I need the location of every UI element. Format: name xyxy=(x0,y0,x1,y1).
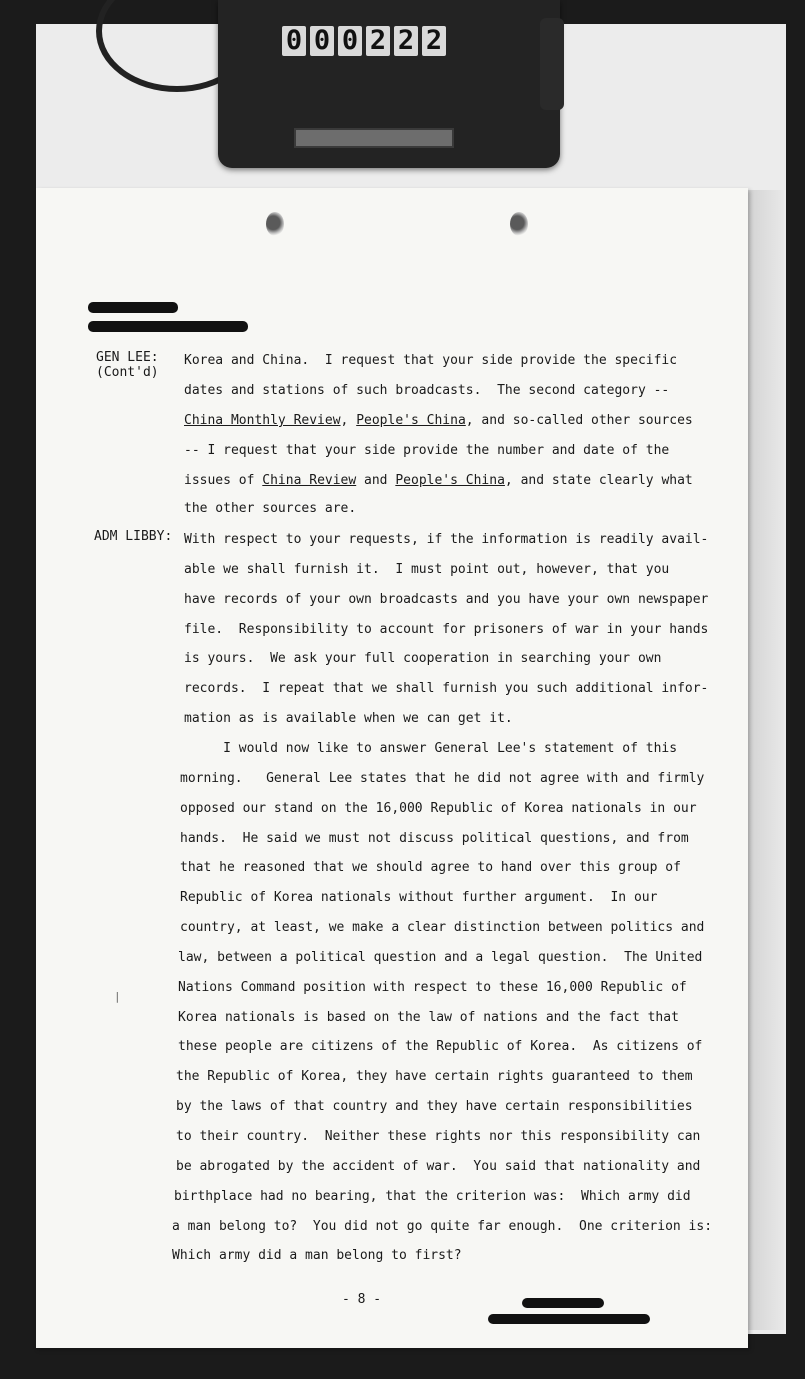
text-line: mation as is available when we can get it. xyxy=(184,711,513,726)
text-line: dates and stations of such broadcasts. The second category -- xyxy=(184,383,670,398)
counter-digit: 2 xyxy=(366,26,390,56)
text-line: by the laws of that country and they have certain responsibilities xyxy=(176,1099,693,1114)
text-line: records. I repeat that we shall furnish you such additional infor- xyxy=(184,681,709,696)
text-line: be abrogated by the accident of war. You said that nationality and xyxy=(176,1159,701,1174)
text-line: these people are citizens of the Republic of Korea. As citizens of xyxy=(178,1039,703,1054)
punch-hole-right xyxy=(510,212,528,236)
text-line: I would now like to answer General Lee's statement of this xyxy=(184,741,678,756)
text-line: Nations Command position with respect to these 16,000 Republic of xyxy=(178,980,687,995)
document-page xyxy=(36,188,748,1348)
margin-mark: | xyxy=(114,990,121,1003)
frame-counter-display xyxy=(282,26,446,56)
counter-digit: 2 xyxy=(422,26,446,56)
counter-digit: 0 xyxy=(338,26,362,56)
text-line: file. Responsibility to account for prisoners of war in your hands xyxy=(184,622,709,637)
text-line: have records of your own broadcasts and you have your own newspaper xyxy=(184,592,709,607)
punch-hole-left xyxy=(266,212,284,236)
text-line: to their country. Neither these rights nor this responsibility can xyxy=(176,1129,701,1144)
publication-title: China Monthly Review xyxy=(184,413,341,428)
page-number: - 8 - xyxy=(342,1292,382,1307)
text-line: morning. General Lee states that he did not agree with and firmly xyxy=(180,771,705,786)
text-line: -- I request that your side provide the number and date of the xyxy=(184,443,670,458)
text-line xyxy=(184,473,693,489)
counter-slot xyxy=(294,128,454,148)
text-line: the Republic of Korea, they have certain rights guaranteed to them xyxy=(176,1069,693,1084)
speaker-label: ADM LIBBY: xyxy=(94,529,173,544)
publication-title: China Review xyxy=(262,473,357,488)
speaker-label: GEN LEE: xyxy=(96,350,159,365)
text-line: Which army did a man belong to first? xyxy=(172,1248,462,1263)
text-line: is yours. We ask your full cooperation in searching your own xyxy=(184,651,662,666)
counter-knob xyxy=(540,18,564,110)
text-fragment: , and state clearly what xyxy=(504,473,693,488)
text-line: birthplace had no bearing, that the criterion was: Which army did xyxy=(174,1189,691,1204)
text-line: that he reasoned that we should agree to hand over this group of xyxy=(180,860,681,875)
text-fragment: issues of xyxy=(184,473,263,488)
frame-counter-device xyxy=(218,0,560,168)
counter-digit: 2 xyxy=(394,26,418,56)
text-line: opposed our stand on the 16,000 Republic of Korea nationals in our xyxy=(180,801,697,816)
counter-digit: 0 xyxy=(282,26,306,56)
text-fragment: , and so-called other sources xyxy=(465,413,693,428)
redaction-bar xyxy=(522,1298,604,1308)
text-line: Korea and China. I request that your side provide the specific xyxy=(184,353,678,368)
text-line: With respect to your requests, if the information is readily avail- xyxy=(184,532,709,547)
redaction-bar xyxy=(488,1314,650,1324)
text-line: Republic of Korea nationals without further argument. In our xyxy=(180,890,658,905)
text-line: a man belong to? You did not go quite far enough. One criterion is: xyxy=(172,1219,713,1234)
text-line: law, between a political question and a legal question. The United xyxy=(178,950,703,965)
text-line: the other sources are. xyxy=(184,501,357,516)
counter-digit: 0 xyxy=(310,26,334,56)
redaction-bar xyxy=(88,302,178,313)
text-line: able we shall furnish it. I must point out, however, that you xyxy=(184,562,670,577)
text-fragment: , xyxy=(340,413,357,428)
text-line: Korea nationals is based on the law of nations and the fact that xyxy=(178,1010,679,1025)
text-fragment: and xyxy=(356,473,396,488)
text-line: hands. He said we must not discuss political questions, and from xyxy=(180,831,689,846)
text-line: country, at least, we make a clear distinction between politics and xyxy=(180,920,705,935)
publication-title: People's China xyxy=(356,413,466,428)
publication-title: People's China xyxy=(395,473,505,488)
text-line xyxy=(184,413,693,429)
redaction-bar xyxy=(88,321,248,332)
speaker-continued-label: (Cont'd) xyxy=(96,365,159,380)
